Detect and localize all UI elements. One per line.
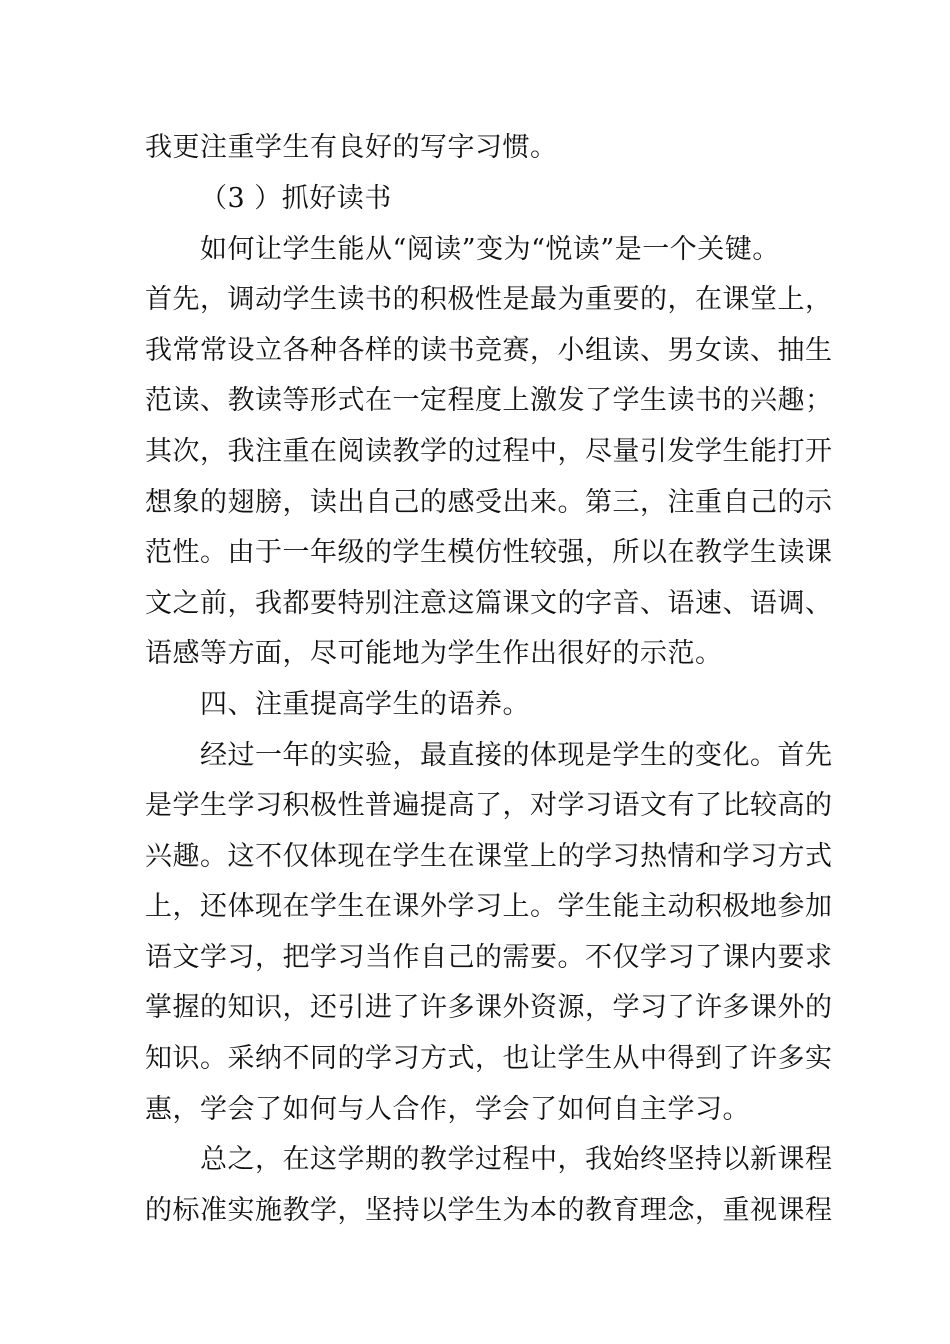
text-line: 是学生学习积极性普遍提高了，对学习语文有了比较高的 bbox=[145, 790, 833, 821]
text-line: 其次，我注重在阅读教学的过程中，尽量引发学生能打开 bbox=[145, 436, 833, 467]
paragraph-first-line: 如何让学生能从“阅读”变为“悦读”是一个关键。 bbox=[200, 234, 780, 265]
text-line: 掌握的知识，还引进了许多课外资源，学习了许多课外的 bbox=[145, 992, 833, 1023]
text-line: 文之前，我都要特别注意这篇课文的字音、语速、语调、 bbox=[145, 588, 833, 619]
text-line: 想象的翅膀，读出自己的感受出来。第三，注重自己的示 bbox=[145, 487, 833, 518]
section-heading: （3 ）抓好读书 bbox=[200, 183, 392, 214]
text-line: 惠，学会了如何与人合作，学会了如何自主学习。 bbox=[145, 1094, 750, 1125]
text-line: 兴趣。这不仅体现在学生在课堂上的学习热情和学习方式 bbox=[145, 841, 833, 872]
text-line: 范性。由于一年级的学生模仿性较强，所以在教学生读课 bbox=[145, 537, 833, 568]
text-line: 的标准实施教学，坚持以学生为本的教育理念，重视课程 bbox=[145, 1195, 833, 1226]
text-line: 语文学习，把学习当作自己的需要。不仅学习了课内要求 bbox=[145, 942, 833, 973]
section-heading: 四、注重提高学生的语养。 bbox=[200, 689, 530, 720]
text-line: 范读、教读等形式在一定程度上激发了学生读书的兴趣； bbox=[145, 385, 833, 416]
text-line: 知识。采纳不同的学习方式，也让学生从中得到了许多实 bbox=[145, 1043, 833, 1074]
text-line: 首先，调动学生读书的积极性是最为重要的，在课堂上， bbox=[145, 284, 833, 315]
text-line: 我常常设立各种各样的读书竞赛，小组读、男女读、抽生 bbox=[145, 335, 833, 366]
text-line: 语感等方面，尽可能地为学生作出很好的示范。 bbox=[145, 638, 723, 669]
text-line: 我更注重学生有良好的写字习惯。 bbox=[145, 132, 558, 163]
text-line: 上，还体现在学生在课外学习上。学生能主动积极地参加 bbox=[145, 891, 833, 922]
paragraph-first-line: 总之，在这学期的教学过程中，我始终坚持以新课程 bbox=[200, 1144, 833, 1175]
paragraph-first-line: 经过一年的实验，最直接的体现是学生的变化。首先 bbox=[200, 740, 833, 771]
